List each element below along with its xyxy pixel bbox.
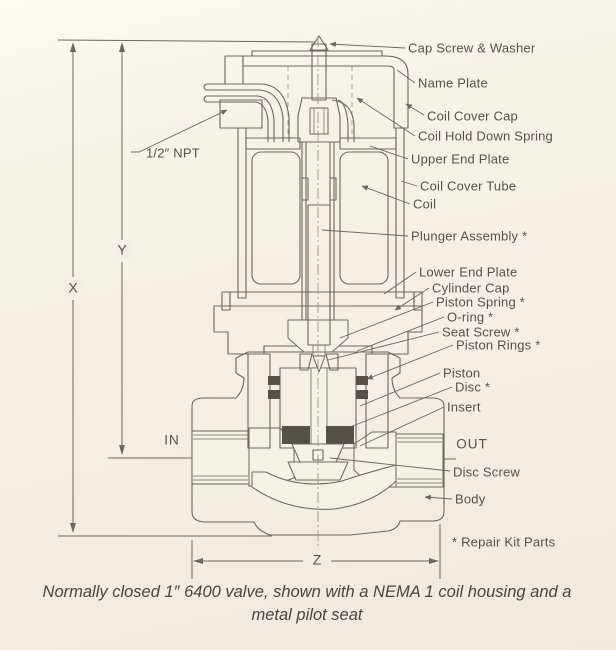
leader-plunger-assembly [322,230,408,236]
leader-name-plate [397,70,415,83]
part-label-coil-cover-tube: Coil Cover Tube [420,178,517,194]
piston-ring-right-1 [356,376,368,385]
leader-cap-screw-washer [330,44,405,48]
part-label-plunger-assembly: Plunger Assembly * [411,228,528,244]
part-label-npt: 1/2″ NPT [146,145,200,161]
part-label-piston-spring: Piston Spring * [436,294,525,310]
leader-coil [362,186,410,204]
part-label-coil: Coil [413,196,437,212]
part-label-repair-kit-note: * Repair Kit Parts [452,534,556,550]
leader-body [425,497,452,499]
part-label-o-ring: O-ring * [447,309,494,325]
in-port-label: IN [164,432,180,448]
coil-winding-left [252,152,300,284]
part-label-coil-cover-cap: Coil Cover Cap [427,108,518,124]
piston-ring-right-2 [356,390,368,399]
lead-wires [204,84,354,142]
dim-x-letter: X [68,279,78,296]
leader-cylinder-cap [395,288,429,310]
dim-x-arrow-down [70,523,76,533]
part-label-disc-screw: Disc Screw [453,464,521,480]
leader-piston [360,373,440,406]
part-label-name-plate: Name Plate [418,75,488,91]
part-label-cylinder-cap: Cylinder Cap [432,280,510,296]
cylinder-cap-channel [302,306,336,321]
caption-line-2: metal pilot seat [251,606,363,624]
out-port-label: OUT [456,436,488,452]
plunger-tube-left-wall [302,142,306,320]
plug-nut-center [310,108,328,134]
part-label-body: Body [455,491,486,507]
plunger-stop-right [330,178,336,200]
leader-lower-end-plate [384,272,416,294]
part-label-insert: Insert [447,399,481,415]
conduit-hub [220,100,262,128]
dim-y-letter: Y [117,241,127,258]
piston-ring-left-2 [268,390,280,399]
plunger-stop-left [302,178,308,200]
upper-end-plate-left [246,138,300,149]
disc-right [326,426,354,444]
coil-winding-right [340,152,388,284]
dim-z-arrow-right [429,558,439,564]
part-label-coil-hold-down-spring: Coil Hold Down Spring [418,128,553,144]
leader-piston-spring [340,302,433,338]
part-label-cap-screw-washer: Cap Screw & Washer [408,40,536,56]
part-label-seat-screw: Seat Screw * [442,324,520,340]
part-label-disc: Disc * [455,379,491,395]
piston-ring-left-1 [268,376,280,385]
part-label-lower-end-plate: Lower End Plate [419,264,518,280]
cap-left-wall [225,56,243,84]
lower-end-plate-tab-left [222,292,230,310]
cap-screw-part [312,44,326,100]
cap-screw-washer-part [310,36,328,50]
part-label-upper-end-plate: Upper End Plate [411,151,510,167]
dim-z-arrow-left [193,558,203,564]
caption-line-1: Normally closed 1″ 6400 valve, shown with a NEMA 1 coil housing and a [42,583,572,601]
dim-y-arrow-down [119,445,125,455]
lower-end-plate-plate [230,292,414,306]
leader-piston-rings [367,345,453,379]
leader-coil-cover-tube [401,181,417,186]
piston-stem-channel [311,368,327,448]
dim-y-arrow-up [119,42,125,52]
disc-left [282,426,310,444]
coil-cover-tube-left [238,128,246,298]
coil-cover-tube-right [396,128,404,298]
part-label-piston: Piston [443,365,481,381]
leader-coil-cover-cap [406,104,424,115]
part-label-piston-rings: Piston Rings * [456,337,541,353]
top-extension-line [58,40,316,42]
dim-x-arrow-up [70,42,76,52]
name-plate-part [252,51,382,56]
dim-z-letter: Z [312,551,322,568]
